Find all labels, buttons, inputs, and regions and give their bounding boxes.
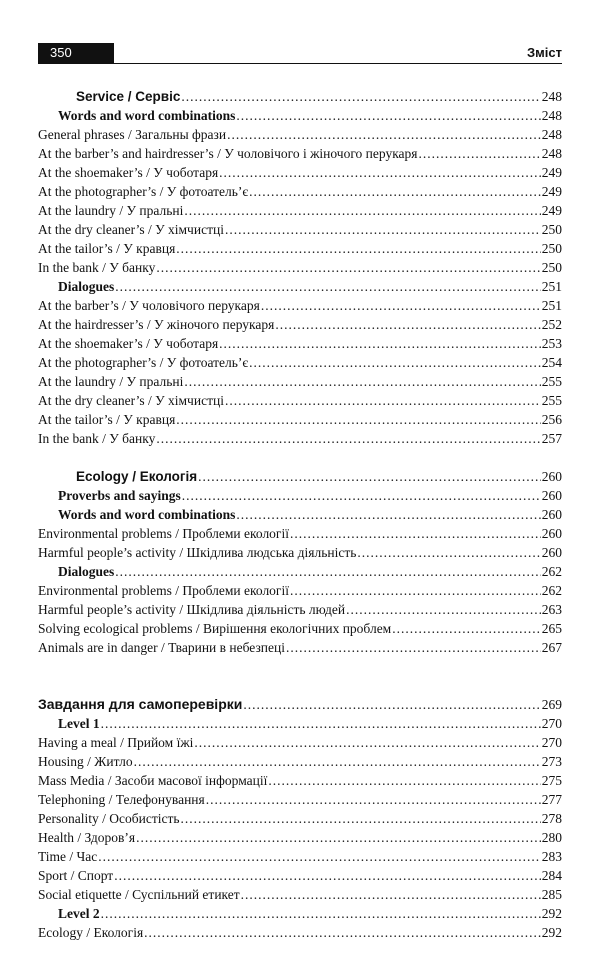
toc-entry-title: Telephoning / Телефонування	[38, 792, 205, 807]
toc-entry-title: Level 2	[58, 906, 100, 921]
table-of-contents	[38, 87, 562, 942]
toc-entry-page: 254	[541, 355, 562, 370]
toc-entry[interactable]	[38, 372, 562, 391]
toc-entry-title: At the tailor’s / У кравця	[38, 412, 176, 427]
toc-entry[interactable]	[38, 847, 562, 866]
toc-entry-page: 250	[541, 241, 562, 256]
toc-subheading[interactable]	[38, 904, 562, 923]
toc-entry-title: Dialogues	[58, 279, 115, 294]
toc-entry-title: Environmental problems / Проблеми екології	[38, 526, 289, 541]
toc-section-heading[interactable]	[38, 695, 562, 714]
toc-entry-title: Sport / Спорт	[38, 868, 114, 883]
toc-entry-page: 250	[541, 222, 562, 237]
toc-entry[interactable]	[38, 239, 562, 258]
toc-entry[interactable]	[38, 828, 562, 847]
dot-leader	[182, 486, 541, 505]
dot-leader	[101, 904, 541, 923]
toc-entry-title: Mass Media / Засоби масової інформації	[38, 773, 268, 788]
toc-entry-title: Proverbs and sayings	[58, 488, 181, 503]
toc-entry-title: Harmful people’s activity / Шкідлива людська діяльність	[38, 545, 357, 560]
toc-entry-page: 255	[541, 374, 562, 389]
dot-leader	[198, 467, 541, 486]
dot-leader	[243, 695, 540, 714]
toc-entry-page: 249	[541, 184, 562, 199]
dot-leader	[181, 809, 541, 828]
toc-entry-page: 267	[541, 640, 562, 655]
toc-entry[interactable]	[38, 125, 562, 144]
toc-entry-title: In the bank / У банку	[38, 431, 156, 446]
toc-section-heading[interactable]	[38, 467, 562, 486]
toc-entry-title: Time / Час	[38, 849, 98, 864]
toc-entry-title: At the photographer’s / У фотоатель’є	[38, 355, 249, 370]
toc-entry-title: Words and word combinations	[58, 108, 236, 123]
dot-leader	[156, 429, 540, 448]
toc-entry-title: Service / Сервіс	[76, 89, 181, 104]
toc-entry-title: Personality / Особистість	[38, 811, 180, 826]
toc-entry[interactable]	[38, 733, 562, 752]
dot-leader	[219, 334, 541, 353]
toc-subheading[interactable]	[38, 714, 562, 733]
toc-entry-title: At the laundry / У пральні	[38, 203, 184, 218]
toc-entry-page: 252	[541, 317, 562, 332]
toc-entry-title: At the barber’s / У чоловічого перукаря	[38, 298, 260, 313]
toc-subheading[interactable]	[38, 486, 562, 505]
toc-entry-title: Ecology / Екологія	[38, 925, 144, 940]
dot-leader	[206, 790, 541, 809]
toc-entry-title: At the hairdresser’s / У жіночого перукаря	[38, 317, 275, 332]
toc-entry[interactable]	[38, 391, 562, 410]
toc-entry-page: 269	[541, 697, 562, 712]
toc-entry-page: 260	[541, 469, 562, 484]
toc-entry-page: 285	[541, 887, 562, 902]
toc-entry-page: 275	[541, 773, 562, 788]
dot-leader	[184, 372, 540, 391]
toc-entry-title: At the shoemaker’s / У чоботаря	[38, 336, 219, 351]
running-title: Зміст	[527, 45, 562, 60]
dot-leader	[227, 125, 541, 144]
toc-entry-title: Ecology / Екологія	[76, 469, 198, 484]
toc-entry-page: 283	[541, 849, 562, 864]
toc-entry-page: 248	[541, 146, 562, 161]
toc-entry-title: At the laundry / У пральні	[38, 374, 184, 389]
toc-entry[interactable]	[38, 752, 562, 771]
toc-entry[interactable]	[38, 600, 562, 619]
toc-entry-title: Завдання для самоперевірки	[38, 696, 243, 712]
toc-entry[interactable]	[38, 543, 562, 562]
toc-entry-page: 260	[541, 526, 562, 541]
toc-entry-title: Solving ecological problems / Вирішення екологічних проблем	[38, 621, 392, 636]
toc-entry-page: 292	[541, 906, 562, 921]
toc-entry-page: 262	[541, 583, 562, 598]
toc-entry-page: 249	[541, 165, 562, 180]
toc-entry-page: 250	[541, 260, 562, 275]
toc-subheading[interactable]	[38, 505, 562, 524]
toc-entry-page: 263	[541, 602, 562, 617]
toc-entry[interactable]	[38, 809, 562, 828]
toc-entry-page: 248	[541, 108, 562, 123]
toc-entry-page: 260	[541, 507, 562, 522]
dot-leader	[249, 353, 541, 372]
dot-leader	[219, 163, 541, 182]
dot-leader	[236, 505, 540, 524]
toc-entry-page: 249	[541, 203, 562, 218]
dot-leader	[236, 106, 540, 125]
toc-entry[interactable]	[38, 581, 562, 600]
toc-entry[interactable]	[38, 220, 562, 239]
dot-leader	[194, 733, 540, 752]
toc-entry-title: General phrases / Загальны фрази	[38, 127, 227, 142]
toc-entry[interactable]	[38, 315, 562, 334]
toc-entry-page: 255	[541, 393, 562, 408]
toc-entry-title: Environmental problems / Проблеми екології	[38, 583, 289, 598]
toc-entry[interactable]	[38, 182, 562, 201]
dot-leader	[419, 144, 541, 163]
dot-leader	[268, 771, 540, 790]
toc-entry-page: 248	[541, 89, 562, 104]
dot-leader	[249, 182, 541, 201]
toc-entry-title: Harmful people’s activity / Шкідлива діяльність людей	[38, 602, 346, 617]
dot-leader	[357, 543, 540, 562]
toc-entry-page: 292	[541, 925, 562, 940]
dot-leader	[261, 296, 541, 315]
toc-entry-title: Health / Здоров’я	[38, 830, 136, 845]
toc-entry-page: 248	[541, 127, 562, 142]
toc-entry-title: At the shoemaker’s / У чоботаря	[38, 165, 219, 180]
toc-entry[interactable]	[38, 866, 562, 885]
toc-entry-page: 256	[541, 412, 562, 427]
toc-entry-page: 270	[541, 716, 562, 731]
dot-leader	[136, 828, 541, 847]
dot-leader	[114, 866, 541, 885]
toc-entry-page: 273	[541, 754, 562, 769]
toc-entry-page: 277	[541, 792, 562, 807]
toc-entry-title: At the dry cleaner’s / У хімчистці	[38, 393, 224, 408]
toc-entry-page: 270	[541, 735, 562, 750]
toc-entry[interactable]	[38, 201, 562, 220]
toc-entry[interactable]	[38, 885, 562, 904]
toc-entry[interactable]	[38, 334, 562, 353]
toc-entry-page: 251	[541, 279, 562, 294]
toc-entry-title: Animals are in danger / Тварини в небезпеці	[38, 640, 285, 655]
toc-entry[interactable]	[38, 790, 562, 809]
toc-entry[interactable]	[38, 163, 562, 182]
toc-entry[interactable]	[38, 429, 562, 448]
toc-subheading[interactable]	[38, 106, 562, 125]
toc-section	[38, 87, 562, 448]
dot-leader	[241, 885, 541, 904]
toc-entry[interactable]	[38, 296, 562, 315]
dot-leader	[275, 315, 540, 334]
dot-leader	[115, 562, 540, 581]
toc-subheading[interactable]	[38, 277, 562, 296]
toc-entry-title: Housing / Житло	[38, 754, 133, 769]
toc-entry-page: 253	[541, 336, 562, 351]
toc-entry-page: 265	[541, 621, 562, 636]
toc-entry[interactable]	[38, 258, 562, 277]
toc-section	[38, 695, 562, 942]
toc-entry-page: 284	[541, 868, 562, 883]
toc-entry-page: 262	[541, 564, 562, 579]
toc-entry[interactable]	[38, 524, 562, 543]
dot-leader	[346, 600, 541, 619]
toc-entry-page: 260	[541, 488, 562, 503]
toc-entry-page: 280	[541, 830, 562, 845]
toc-entry-title: In the bank / У банку	[38, 260, 156, 275]
toc-section-heading[interactable]	[38, 87, 562, 106]
toc-entry-title: Having a meal / Прийом їжі	[38, 735, 194, 750]
toc-section	[38, 467, 562, 657]
dot-leader	[290, 581, 541, 600]
dot-leader	[101, 714, 541, 733]
toc-entry[interactable]	[38, 353, 562, 372]
toc-entry-page: 257	[541, 431, 562, 446]
dot-leader	[115, 277, 540, 296]
toc-entry-title: At the tailor’s / У кравця	[38, 241, 176, 256]
toc-entry[interactable]	[38, 771, 562, 790]
toc-entry-title: Level 1	[58, 716, 100, 731]
toc-entry[interactable]	[38, 619, 562, 638]
toc-entry[interactable]	[38, 638, 562, 657]
page-header	[38, 43, 562, 64]
toc-subheading[interactable]	[38, 562, 562, 581]
page-number: 350	[38, 43, 114, 63]
toc-entry[interactable]	[38, 923, 562, 942]
dot-leader	[225, 220, 541, 239]
toc-entry-page: 260	[541, 545, 562, 560]
toc-entry-title: Words and word combinations	[58, 507, 236, 522]
toc-entry-page: 278	[541, 811, 562, 826]
toc-entry-title: At the dry cleaner’s / У хімчистці	[38, 222, 224, 237]
toc-entry-title: At the barber’s and hairdresser’s / У чоловічого і жіночого перукаря	[38, 146, 418, 161]
dot-leader	[98, 847, 540, 866]
dot-leader	[144, 923, 541, 942]
dot-leader	[184, 201, 540, 220]
toc-entry-title: Social etiquette / Суспільний етикет	[38, 887, 240, 902]
dot-leader	[225, 391, 541, 410]
dot-leader	[134, 752, 541, 771]
dot-leader	[176, 239, 540, 258]
dot-leader	[392, 619, 541, 638]
toc-entry[interactable]	[38, 410, 562, 429]
dot-leader	[176, 410, 540, 429]
toc-entry-title: At the photographer’s / У фотоатель’є	[38, 184, 249, 199]
dot-leader	[290, 524, 541, 543]
toc-entry-title: Dialogues	[58, 564, 115, 579]
dot-leader	[156, 258, 540, 277]
dot-leader	[286, 638, 541, 657]
toc-entry-page: 251	[541, 298, 562, 313]
toc-entry[interactable]	[38, 144, 562, 163]
dot-leader	[181, 87, 540, 106]
